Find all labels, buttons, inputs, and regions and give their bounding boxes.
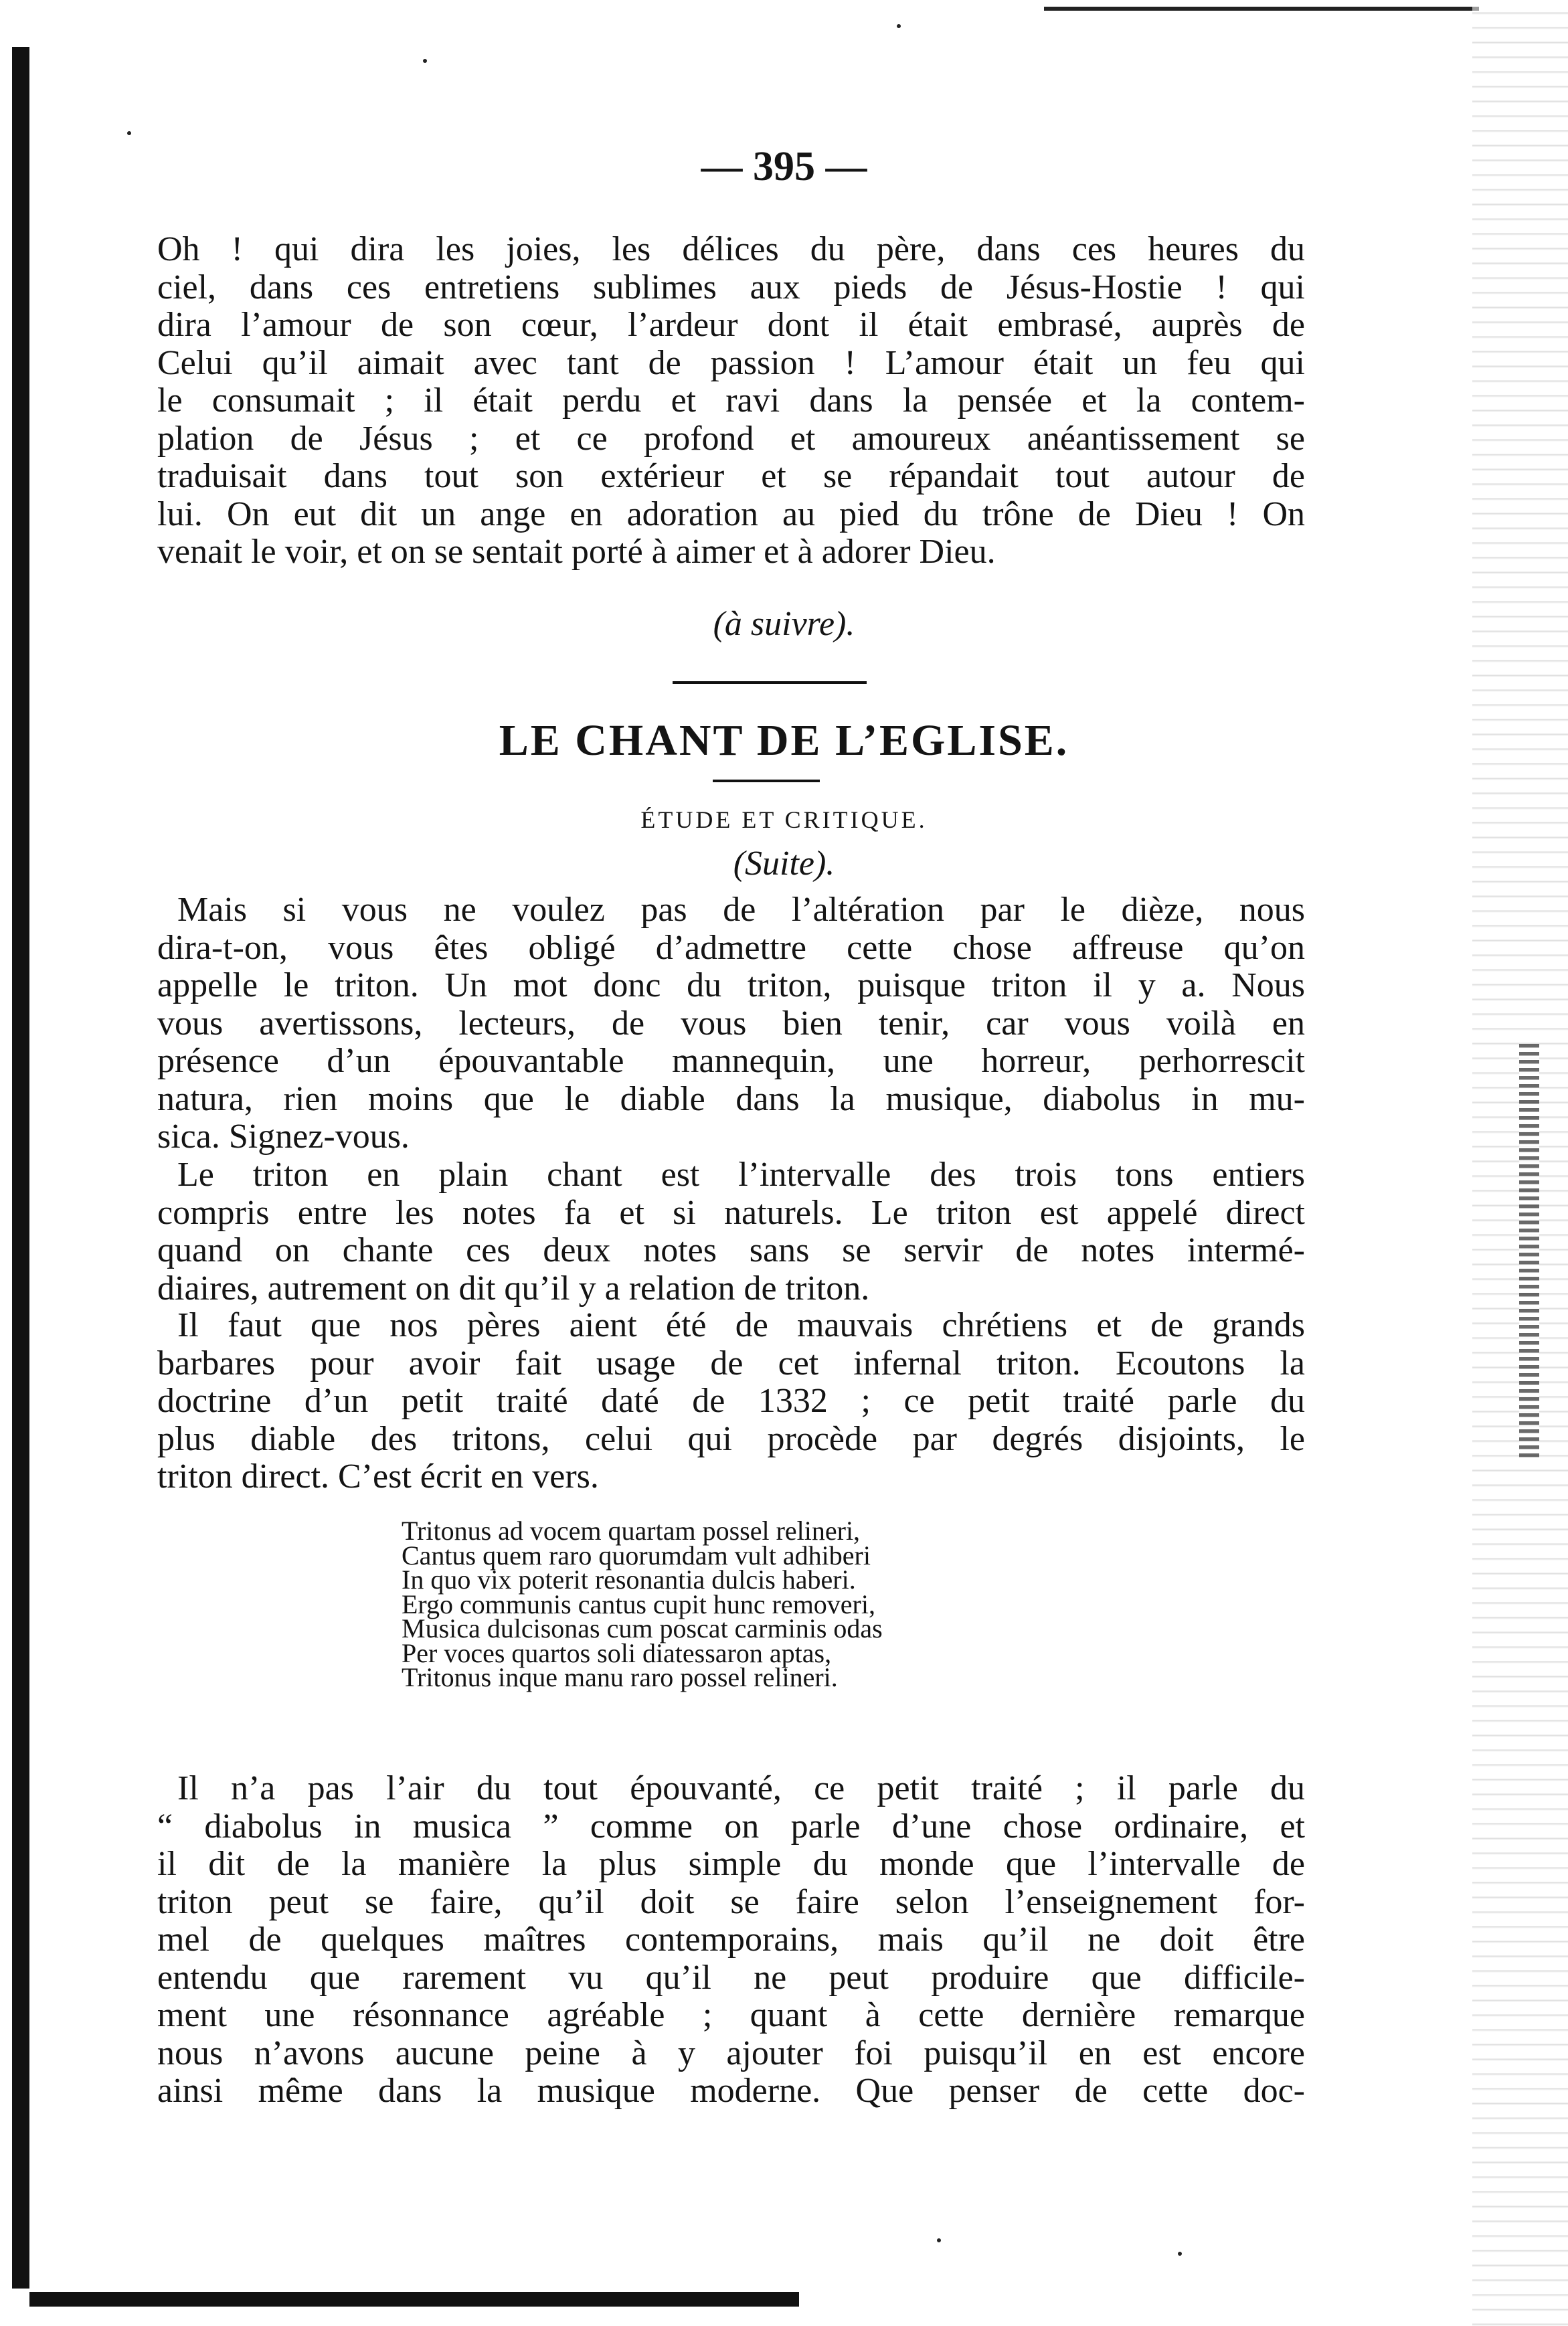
scan-speck — [1178, 2252, 1182, 2256]
text-line: plus diable des tritons, celui qui procède par degrés disjoints, le — [157, 1419, 1305, 1458]
text-line: dira-t-on, vous êtes obligé d’admettre cette chose affreuse qu’on — [157, 928, 1305, 967]
text-line: traduisait dans tout son extérieur et se répandait tout autour de — [157, 457, 1305, 495]
scan-right-shadow — [1519, 1044, 1539, 1459]
scan-speck — [937, 2238, 941, 2242]
text-line: venait le voir, et on se sentait porté à aimer et à adorer Dieu. — [157, 533, 996, 571]
text-line: lui. On eut dit un ange en adoration au pied du trône de Dieu ! On — [157, 495, 1305, 533]
paragraph-4 — [157, 1307, 1305, 1496]
text-line: entendu que rarement vu qu’il ne peut produire que difficile- — [157, 1958, 1305, 1997]
scan-speck — [423, 59, 427, 63]
text-line: natura, rien moins que le diable dans la musique, diabolus in mu- — [157, 1079, 1305, 1118]
suite-note: (Suite). — [733, 844, 835, 883]
verse-line: Cantus quem raro quorumdam vult adhiberi — [402, 1540, 871, 1571]
text-line: plation de Jésus ; et ce profond et amoureux anéantissement se — [157, 419, 1305, 458]
text-line: le consumait ; il était perdu et ravi dans la pensée et la contem- — [157, 381, 1305, 420]
a-suivre-note: (à suivre). — [713, 605, 855, 643]
verse-line: Per voces quartos soli diatessaron aptas, — [402, 1637, 832, 1668]
text-line: Mais si vous ne voulez pas de l’altération par le dièze, nous — [177, 891, 1305, 929]
text-line: Il n’a pas l’air du tout épouvanté, ce petit traité ; il parle du — [177, 1769, 1305, 1807]
text-line: ainsi même dans la musique moderne. Que penser de cette doc- — [157, 2072, 1305, 2110]
scan-speck — [127, 131, 131, 135]
text-line: barbares pour avoir fait usage de cet infernal triton. Ecoutons la — [157, 1344, 1305, 1382]
scan-top-rule — [1044, 7, 1479, 11]
page-number: — 395 — — [701, 144, 867, 189]
text-line: Le triton en plain chant est l’intervalle des trois tons entiers — [177, 1156, 1305, 1194]
text-line: triton peut se faire, qu’il doit se faire selon l’enseignement for- — [157, 1882, 1305, 1921]
text-line: Celui qu’il aimait avec tant de passion ! L’amour était un feu qui — [157, 343, 1305, 382]
text-line: Oh ! qui dira les joies, les délices du père, dans ces heures du — [157, 230, 1305, 268]
text-line: triton direct. C’est écrit en vers. — [157, 1457, 599, 1496]
title-underline — [713, 780, 820, 782]
text-line: présence d’un épouvantable mannequin, une horreur, perhorrescit — [157, 1042, 1305, 1080]
article-title: LE CHANT DE L’EGLISE. — [499, 716, 1069, 765]
article-subtitle: ÉTUDE ET CRITIQUE. — [640, 806, 928, 833]
text-line: doctrine d’un petit traité daté de 1332 ; ce petit traité parle du — [157, 1382, 1305, 1420]
text-line: il dit de la manière la plus simple du monde que l’intervalle de — [157, 1845, 1305, 1883]
text-line: appelle le triton. Un mot donc du triton, puisque triton il y a. Nous — [157, 966, 1305, 1004]
text-line: Il faut que nos pères aient été de mauvais chrétiens et de grands — [177, 1306, 1305, 1344]
text-line: nous n’avons aucune peine à y ajouter foi puisqu’il en est encore — [157, 2034, 1305, 2072]
text-line: diaires, autrement on dit qu’il y a relation de triton. — [157, 1269, 870, 1308]
verse-line: Ergo communis cantus cupit hunc removeri, — [402, 1589, 875, 1619]
verse-line: Musica dulcisonas cum poscat carminis odas — [402, 1613, 883, 1643]
text-line: sica. Signez-vous. — [157, 1117, 410, 1156]
text-line: dira l’amour de son cœur, l’ardeur dont il était embrasé, auprès de — [157, 306, 1305, 344]
text-line: ment une résonnance agréable ; quant à cette dernière remarque — [157, 1996, 1305, 2034]
text-line: vous avertissons, lecteurs, de vous bien tenir, car vous voilà en — [157, 1004, 1305, 1043]
text-line: “ diabolus in musica ” comme on parle d’une chose ordinaire, et — [157, 1807, 1305, 1846]
paragraph-2 — [157, 891, 1305, 1156]
verse-line: In quo vix poterit resonantia dulcis haberi. — [402, 1564, 856, 1595]
text-line: quand on chante ces deux notes sans se servir de notes intermé- — [157, 1231, 1305, 1269]
paragraph-3 — [157, 1156, 1305, 1308]
scan-speck — [897, 24, 901, 28]
latin-verse — [402, 1516, 1071, 1692]
verse-line: Tritonus ad vocem quartam possel relineri, — [402, 1516, 861, 1546]
section-divider — [673, 681, 867, 684]
text-line: ciel, dans ces entretiens sublimes aux pieds de Jésus-Hostie ! qui — [157, 268, 1305, 306]
verse-line: Tritonus inque manu raro possel relineri. — [402, 1662, 838, 1692]
text-line: mel de quelques maîtres contemporains, mais qu’il ne doit être — [157, 1920, 1305, 1959]
paragraph-5 — [157, 1770, 1305, 2111]
text-line: compris entre les notes fa et si naturels. Le triton est appelé direct — [157, 1193, 1305, 1232]
scan-left-edge — [12, 47, 29, 2289]
scan-bottom-edge — [29, 2292, 799, 2307]
paragraph-1 — [157, 231, 1305, 571]
